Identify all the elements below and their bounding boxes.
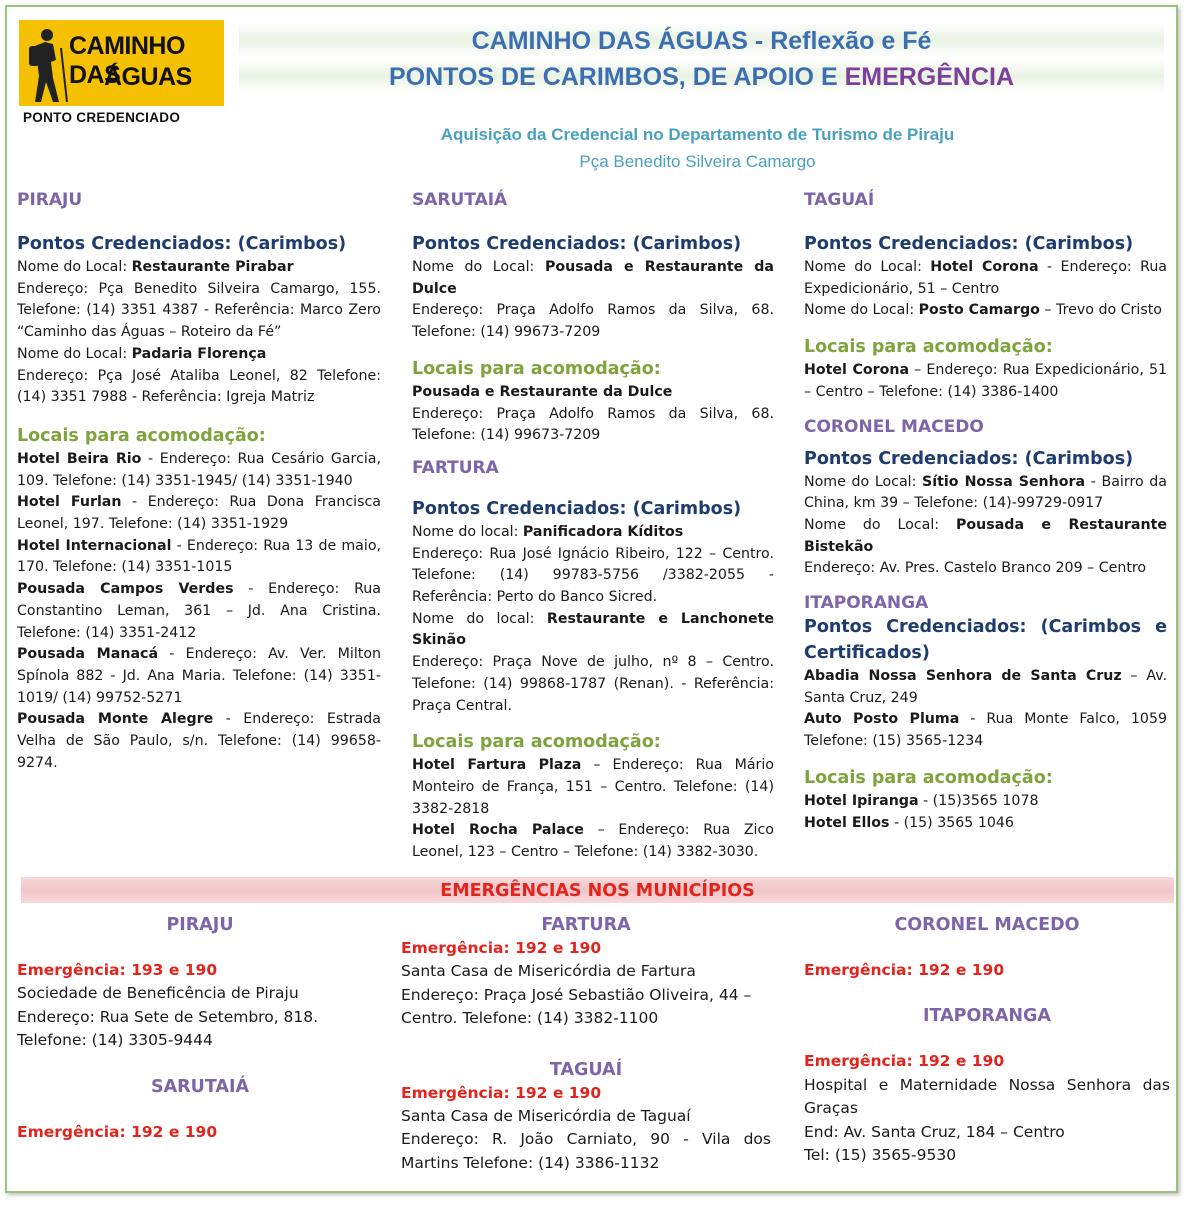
point-item: [804, 515, 1167, 558]
city-heading: TAGUAÍ: [804, 190, 875, 210]
point-label: Nome do Local:: [17, 345, 132, 362]
lodging-item: [17, 492, 381, 535]
point-item: [17, 257, 381, 279]
point-label: Nome do Local:: [17, 259, 132, 275]
lodging-name: Hotel Furlan: [17, 494, 122, 511]
emergency-line: Tel: (15) 3565-9530: [804, 1146, 957, 1165]
lodging-item: [17, 449, 381, 492]
point-name: Sítio Nossa Senhora: [922, 473, 1086, 490]
city-heading: SARUTAIÁ: [150, 1076, 249, 1097]
point-item: [412, 522, 774, 544]
city-heading: PIRAJU: [166, 915, 234, 935]
emergency-phone: Emergência: 192 e 190: [804, 961, 1005, 979]
lodging-name: Hotel Ipiranga: [804, 792, 919, 809]
emergency-column-left: [17, 913, 383, 1144]
lodging-name: Hotel Corona: [804, 362, 910, 379]
city-heading: ITAPORANGA: [923, 1006, 1051, 1027]
point-details: Endereço: Pça José Ataliba Leonel, 82 Telefone: (14) 3351 7988 - Referência: Igreja Matriz: [17, 367, 381, 406]
point-name: Abadia Nossa Senhora de Santa Cruz: [804, 668, 1122, 685]
emergency-column-middle: [401, 913, 771, 1175]
lodging-details: – Endereço: Rua Mário Monteiro de França, 151 – Centro. Telefone: (14) 3382-2818: [412, 757, 774, 817]
point-details: – Av. Santa Cruz, 249: [804, 668, 1167, 706]
lodging-details: - Endereço: Estrada Velha de São Paulo, s/n. Telefone: (14) 99658-9274.: [17, 711, 382, 771]
point-label: Nome do local:: [412, 523, 523, 540]
lodging-details: - Endereço: Rua 13 de maio, 170. Telefone: (14) 3351-1015: [17, 537, 382, 576]
emergency-phone: Emergência: 193 e 190: [17, 961, 218, 979]
section-heading: Locais para acomodação:: [804, 337, 1053, 358]
emergency-phone: Emergência: 192 e 190: [401, 939, 602, 957]
point-item: [804, 666, 1167, 709]
emergency-phone: Emergência: 192 e 190: [17, 1122, 218, 1141]
lodging-item: [17, 709, 381, 774]
section-heading: Pontos Credenciados: (Carimbos): [412, 498, 742, 519]
section-heading: Locais para acomodação:: [17, 425, 266, 446]
page-title: CAMINHO DAS ÁGUAS - Reflexão e Fé: [471, 27, 932, 55]
section-heading: Locais para acomodação:: [412, 732, 661, 753]
lodging-name: Hotel Rocha Palace: [412, 822, 584, 839]
point-details: - Rua Monte Falco, 1059 Telefone: (15) 3565-1234: [804, 711, 1168, 750]
emergency-column-right: [804, 913, 1170, 1167]
lodging-details: – Endereço: Rua Expedicionário, 51 – Centro – Telefone: (14) 3386-1400: [804, 362, 1168, 400]
point-label: Nome do Local:: [804, 302, 919, 319]
lodging-name: Pousada Manacá: [17, 646, 159, 663]
emergency-line: Sociedade de Beneficência de Piraju: [17, 984, 299, 1003]
emergency-line: Santa Casa de Misericórdia de Taguaí: [401, 1107, 691, 1126]
lodging-name: Hotel Beira Rio: [17, 450, 142, 467]
column-sarutaia-fartura: [412, 189, 774, 864]
point-details: Endereço: Rua José Ignácio Ribeiro, 122 – Centro. Telefone: (14) 99783-5756 /3382-2055 - Referência: Perto do Banco Sicred.: [412, 545, 774, 606]
point-name: Pousada e Restaurante Bistekão: [804, 516, 1167, 555]
point-label: Nome do Local:: [804, 516, 957, 533]
point-details: - Bairro da China, km 39 – Telefone: (14)-99729-0917: [804, 473, 1167, 512]
lodging-item: [17, 644, 381, 709]
lodging-item: [17, 579, 381, 644]
point-item: [804, 709, 1167, 752]
point-name: Restaurante Pirabar: [131, 259, 294, 275]
lodging-name: Pousada Campos Verdes: [17, 581, 234, 598]
emergency-line: End: Av. Santa Cruz, 184 – Centro: [804, 1122, 1065, 1141]
point-details: Endereço: Praça Adolfo Ramos da Silva, 68. Telefone: (14) 99673-7209: [412, 302, 774, 341]
lodging-details: - Endereço: Rua Cesário Garcia, 109. Telefone: (14) 3351-1945/ (14) 3351-1940: [17, 450, 382, 489]
city-heading: TAGUAÍ: [549, 1059, 623, 1080]
lodging-details: – Endereço: Rua Zico Leonel, 123 – Centro – Telefone: (14) 3382-3030.: [412, 822, 774, 861]
poster: [5, 5, 1178, 1193]
point-name: Panificadora Kíditos: [522, 523, 684, 540]
emergency-line: Hospital e Maternidade Nossa Senhora das Graças: [804, 1075, 1170, 1118]
lodging-item: [17, 536, 381, 579]
point-name: Posto Camargo: [918, 302, 1040, 319]
point-item: [412, 609, 774, 652]
section-heading: Pontos Credenciados: (Carimbos e: [804, 617, 1167, 638]
point-details: – Trevo do Cristo: [1039, 302, 1162, 319]
point-details: Endereço: Pça Benedito Silveira Camargo, 155. Telefone: (14) 3351 4387 - Referência: Marco Zero “Caminho das Águas – Roteiro da Fé”: [17, 280, 381, 341]
lodging-item: [412, 820, 774, 863]
point-name: Hotel Corona: [930, 259, 1039, 275]
emergency-line: Endereço: R. João Carniato, 90 - Vila dos Martins Telefone: (14) 3386-1132: [401, 1130, 771, 1172]
point-details: Endereço: Av. Pres. Castelo Branco 209 – Centro: [804, 560, 1147, 577]
lodging-details: - Endereço: Rua Constantino Leman, 361 – Jd. Ana Cristina. Telefone: (14) 3351-2412: [17, 581, 381, 641]
section-heading: Locais para acomodação:: [412, 358, 661, 379]
column-piraju: [17, 189, 381, 774]
point-item: [804, 300, 1167, 322]
city-heading: FARTURA: [541, 915, 631, 935]
lodging-name: Pousada Monte Alegre: [17, 711, 214, 728]
logo-line1: CAMINHO DAS: [69, 32, 185, 89]
point-item: [17, 344, 381, 366]
lodging-name: Hotel Fartura Plaza: [412, 757, 582, 774]
lodging-item: [412, 755, 774, 820]
point-name: Pousada e Restaurante da Dulce: [412, 259, 775, 297]
lodging-name: Pousada e Restaurante da Dulce: [412, 383, 673, 400]
lodging-details: Endereço: Praça Adolfo Ramos da Silva, 68. Telefone: (14) 99673-7209: [412, 405, 774, 444]
page-subtitle: [239, 63, 1164, 92]
emergency-phone: Emergência: 192 e 190: [804, 1052, 1005, 1071]
emergency-phone: Emergência: 192 e 190: [401, 1083, 602, 1102]
section-heading: Pontos Credenciados: (Carimbos): [804, 448, 1134, 469]
section-heading-cont: Certificados): [804, 643, 930, 664]
acquisition-address: Pça Benedito Silveira Camargo: [579, 152, 816, 171]
city-heading: ITAPORANGA: [804, 593, 929, 614]
point-label: Nome do local:: [412, 610, 547, 627]
city-heading: CORONEL MACEDO: [804, 416, 984, 437]
section-heading: Pontos Credenciados: (Carimbos): [17, 234, 347, 254]
point-item: [804, 257, 1167, 300]
section-heading: Pontos Credenciados: (Carimbos): [412, 234, 742, 254]
emergency-line: Endereço: Rua Sete de Setembro, 818.: [17, 1007, 319, 1026]
lodging-name: Hotel Ellos: [804, 814, 890, 831]
point-name: Restaurante e Lanchonete Skinão: [412, 610, 775, 649]
column-taguai-coronel-itaporanga: [804, 189, 1167, 834]
point-label: Nome do Local:: [804, 259, 931, 275]
subtitle-main: PONTOS DE CARIMBOS, DE APOIO E: [388, 63, 845, 91]
logo-badge: [19, 20, 224, 106]
point-details: Endereço: Praça Nove de julho, nº 8 – Centro. Telefone: (14) 99868-1787 (Renan). - Referência: Praça Central.: [412, 654, 774, 714]
lodging-name: Hotel Internacional: [17, 537, 172, 554]
point-details: - Endereço: Rua Expedicionário, 51 – Centro: [804, 259, 1167, 297]
city-heading: CORONEL MACEDO: [894, 915, 1080, 935]
section-heading: Pontos Credenciados: (Carimbos): [804, 234, 1134, 254]
logo: [19, 20, 224, 128]
point-label: Nome do Local:: [804, 473, 923, 490]
point-item: [412, 257, 774, 300]
point-name: Auto Posto Pluma: [804, 711, 960, 728]
emergency-line: Endereço: Praça José Sebastião Oliveira, 44 – Centro. Telefone: (14) 3382-1100: [401, 985, 752, 1028]
logo-line2: ÁGUAS: [104, 63, 192, 91]
city-heading: SARUTAIÁ: [412, 190, 508, 210]
section-heading: Locais para acomodação:: [804, 767, 1053, 788]
lodging-item: [804, 813, 1167, 835]
logo-caption: PONTO CREDENCIADO: [23, 110, 181, 125]
point-item: [804, 472, 1167, 515]
hiker-icon: [23, 26, 71, 104]
city-heading: PIRAJU: [17, 190, 83, 210]
point-label: Nome do Local:: [412, 259, 545, 275]
emergency-line: Telefone: (14) 3305-9444: [17, 1031, 213, 1050]
lodging-details: - (15)3565 1078: [918, 792, 1039, 809]
lodging-details: - (15) 3565 1046: [889, 814, 1014, 831]
lodging-details: - Endereço: Av. Ver. Milton Spínola 882 - Jd. Ana Maria. Telefone: (14) 3351-1019/ (14) 99752-5271: [17, 646, 381, 706]
emergency-title: EMERGÊNCIAS NOS MUNICÍPIOS: [440, 881, 755, 901]
subtitle-emphasis: EMERGÊNCIA: [844, 63, 1015, 91]
emergency-line: Santa Casa de Misericórdia de Fartura: [401, 962, 696, 981]
point-name: Padaria Florença: [131, 345, 267, 362]
lodging-item: [804, 791, 1167, 813]
city-heading: FARTURA: [412, 457, 499, 478]
lodging-details: - Endereço: Rua Dona Francisca Leonel, 197. Telefone: (14) 3351-1929: [17, 494, 381, 533]
lodging-item: [804, 360, 1167, 403]
acquisition-note: Aquisição da Credencial no Departamento de Turismo de Piraju: [440, 125, 955, 144]
